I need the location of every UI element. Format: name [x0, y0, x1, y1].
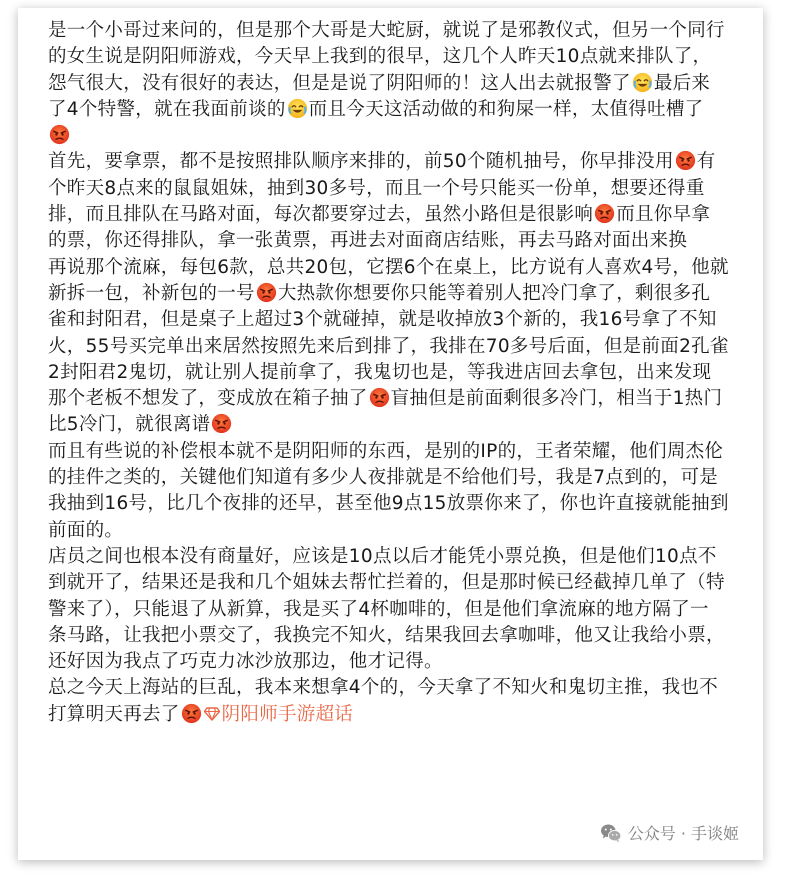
- laugh-cry-emoji-icon: [287, 98, 308, 119]
- post-line: [48, 149, 748, 175]
- post-line: [48, 71, 748, 97]
- topic-label: 阴阳师手游超话: [221, 703, 354, 725]
- post-line: 个昨天8点来的鼠鼠姐妹，抽到30多号，而且一个号只能买一份单，想要还得重: [48, 177, 705, 199]
- post-text: 首先，要拿票，都不是按照排队顺序来排的，前50个随机抽号，你早排没用: [48, 151, 674, 173]
- laugh-cry-emoji-icon: [632, 72, 653, 93]
- post-line: 总之今天上海站的巨乱，我本来想拿4个的，今天拿了不知火和鬼切主推，我也不: [48, 677, 719, 699]
- post-line: 还好因为我点了巧克力冰沙放那边，他才记得。: [48, 651, 443, 673]
- post-line: 的挂件之类的，关键他们知道有多少人夜排就是不给他们号，我是7点到的，可是: [48, 467, 719, 489]
- post-text: 而且今天这活动做的和狗屎一样，太值得吐槽了: [308, 98, 704, 120]
- post-text: 了4个特警，就在我面前谈的: [48, 98, 286, 120]
- post-text: 最后来: [653, 72, 711, 94]
- post-line: 警来了），只能退了从新算，我是买了4杯咖啡的，但是他们拿流麻的地方隔了一: [48, 598, 709, 620]
- post-line: 我抽到16号，比几个夜排的还早，甚至他9点15放票你来了，你也许直接就能抽到: [48, 493, 729, 515]
- post-line: 的票，你还得排队，拿一张黄票，再进去对面商店结账，再去马路对面出来换: [48, 230, 688, 252]
- post-text: 比5冷门，就很离谱: [48, 414, 211, 436]
- wechat-icon: [600, 823, 622, 843]
- post-line: 而且有些说的补偿根本就不是阴阳师的东西，是别的IP的，王者荣耀，他们周杰伦: [48, 440, 724, 462]
- post-text: 而且你早拿: [616, 204, 711, 226]
- post-text: 盲抽但是前面剩很多冷门，相当于1热门: [390, 388, 723, 410]
- post-text: 怨气很大，没有很好的表达，但是是说了阴阳师的！这人出去就报警了: [48, 72, 631, 94]
- post-line: [48, 386, 748, 412]
- angry-emoji-icon: [181, 703, 202, 724]
- post-line: 2封阳君2鬼切，就让别人提前拿了，我鬼切也是，等我进店回去拿包，出来发现: [48, 361, 712, 383]
- post-line: [48, 202, 748, 228]
- angry-emoji-icon: [369, 387, 390, 408]
- post-line: 条马路，让我把小票交了，我换完不知火，结果我回去拿咖啡，他又让我给小票，: [48, 624, 725, 646]
- angry-emoji-icon: [675, 150, 696, 171]
- post-body: [48, 18, 748, 728]
- angry-emoji-icon: [211, 413, 232, 434]
- post-text: 排，而且排队在马路对面，每次都要穿过去，虽然小路但是很影响: [48, 204, 594, 226]
- post-text: 新拆一包，补新包的一号: [48, 282, 255, 304]
- post-line: [48, 412, 748, 438]
- post-line: 火，55号买完单出来居然按照先来后到排了，我排在70多号后面，但是前面2孔雀: [48, 335, 729, 357]
- post-line: [48, 123, 748, 149]
- post-text: 打算明天再去了: [48, 703, 180, 725]
- angry-emoji-icon: [49, 124, 70, 145]
- post-line: 雀和封阳君，但是桌子上超过3个就碰掉，就是收掉放3个新的，我16号拿了不知: [48, 309, 717, 331]
- post-text: 有: [696, 151, 716, 173]
- watermark-text: 公众号 · 手谈姬: [627, 824, 739, 843]
- post-line: 是一个小哥过来问的，但是那个大哥是大蛇厨，就说了是邪教仪式，但另一个同行: [48, 20, 725, 41]
- post-line: [48, 97, 748, 123]
- angry-emoji-icon: [256, 282, 277, 303]
- topic-link[interactable]: [203, 704, 354, 725]
- post-text: 大热款你想要你只能等着别人把冷门拿了，剩很多孔: [277, 282, 711, 304]
- post-line: 到就开了，结果还是我和几个姐妹去帮忙拦着的，但是那时候已经截掉几单了（特: [48, 572, 725, 594]
- post-line: 再说那个流麻，每包6款，总共20包，它摆6个在桌上，比方说有人喜欢4号，他就: [48, 256, 729, 278]
- watermark: [600, 821, 739, 844]
- gem-icon: [204, 707, 220, 721]
- post-screenshot-card: [18, 8, 763, 860]
- post-line: [48, 281, 748, 307]
- post-line: [48, 702, 748, 728]
- angry-emoji-icon: [594, 203, 615, 224]
- post-line: 的女生说是阴阳师游戏，今天早上我到的很早，这几个人昨天10点就来排队了，: [48, 46, 712, 68]
- post-text: 那个老板不想发了，变成放在箱子抽了: [48, 388, 368, 410]
- post-line: 前面的。: [48, 519, 124, 541]
- post-line: 店员之间也根本没有商量好，应该是10点以后才能凭小票兑换，但是他们10点不: [48, 545, 717, 567]
